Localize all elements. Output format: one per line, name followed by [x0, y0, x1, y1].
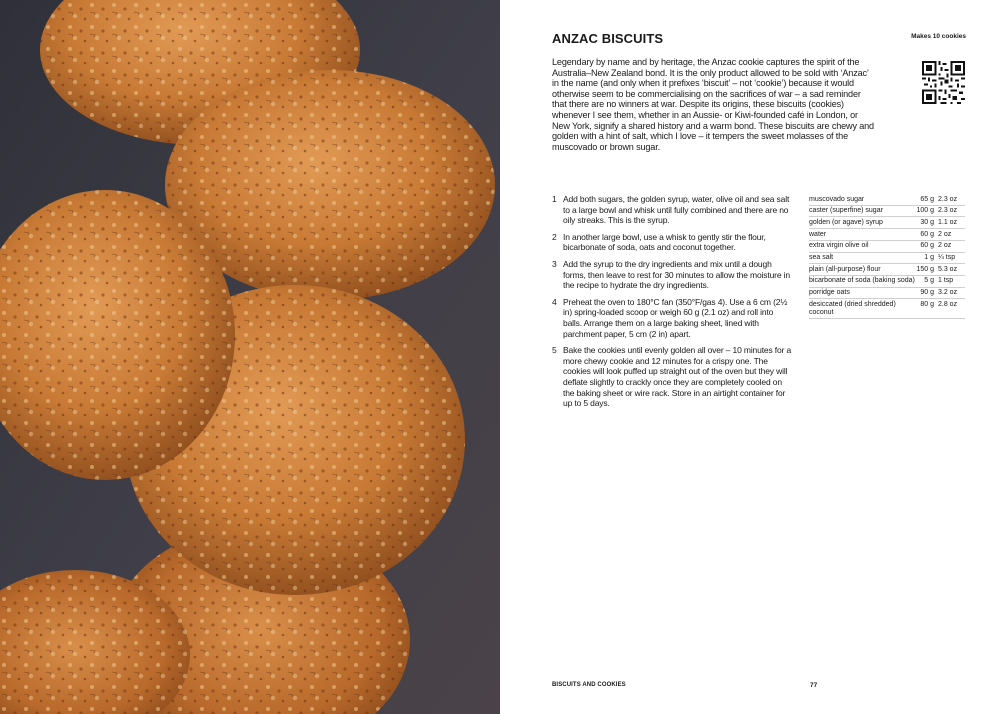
- ingredient-imperial: 3.2 oz: [938, 287, 965, 299]
- ingredient-metric: 60 g: [916, 240, 938, 252]
- ingredient-row: [809, 252, 965, 264]
- ingredient-imperial: 1.1 oz: [938, 217, 965, 229]
- ingredient-row: [809, 217, 965, 229]
- step-number: 2: [552, 231, 557, 242]
- qr-code-icon[interactable]: [922, 60, 965, 105]
- ingredient-row: [809, 287, 965, 299]
- ingredient-metric: 5 g: [916, 275, 938, 287]
- ingredient-metric: 65 g: [916, 194, 938, 205]
- ingredient-name: desiccated (dried shredded) coconut: [809, 299, 916, 319]
- section-footer: BISCUITS AND COOKIES: [552, 682, 626, 688]
- step-text: Add the syrup to the dry ingredients and mix until a dough forms, then leave to rest for 30 minutes to allow the moisture in the recipe to hydrate the dry ingredients.: [563, 258, 790, 291]
- ingredient-name: sea salt: [809, 252, 916, 264]
- ingredient-row: [809, 205, 965, 217]
- ingredient-name: bicarbonate of soda (baking soda): [809, 275, 916, 287]
- step-text: Add both sugars, the golden syrup, water, olive oil and sea salt to a large bowl and whisk until fully combined and there are no oily streaks. This is the syrup.: [563, 194, 790, 226]
- method-step: [552, 345, 794, 409]
- ingredient-name: porridge oats: [809, 287, 916, 299]
- ingredient-name: golden (or agave) syrup: [809, 217, 916, 229]
- method-step: [552, 259, 794, 291]
- ingredient-row: [809, 194, 965, 205]
- step-number: 3: [552, 258, 557, 269]
- ingredient-row: [809, 240, 965, 252]
- ingredient-metric: 90 g: [916, 287, 938, 299]
- ingredients-table: [809, 194, 965, 319]
- ingredient-name: caster (superfine) sugar: [809, 205, 916, 217]
- page-number: 77: [810, 682, 818, 689]
- recipe-intro: Legendary by name and by heritage, the Anzac cookie captures the spirit of the Australia–New Zealand bond. It is the only product allowed to be sold with ‘Anzac’ in the name (and only when it prefixes ‘biscuit’ – not ‘cookie’) because it would otherwise seem to be commercialising on the sacrifices of war – a sad reminder that there are no winners at war. Despite its origins, these biscuits (cookies) whenever I see them, whether in an Aussie- or Kiwi-founded café in London, or New York, signify a shared history and a warm bond. These biscuits are chewy and golden with a hint of salt, which I love – it tempers the sweet molasses of the muscovado or brown sugar.: [552, 57, 874, 152]
- step-number: 4: [552, 296, 557, 307]
- ingredient-imperial: ¼ tsp: [938, 252, 965, 264]
- ingredient-metric: 100 g: [916, 205, 938, 217]
- ingredient-name: water: [809, 229, 916, 241]
- ingredient-imperial: 5.3 oz: [938, 264, 965, 276]
- recipe-page: [500, 0, 1000, 714]
- ingredient-name: plain (all-purpose) flour: [809, 264, 916, 276]
- step-number: 1: [552, 194, 557, 204]
- ingredient-imperial: 1 tsp: [938, 275, 965, 287]
- recipe-title: ANZAC BISCUITS: [552, 31, 664, 46]
- ingredient-metric: 1 g: [916, 252, 938, 264]
- step-text: Preheat the oven to 180°C fan (350°F/gas 4). Use a 6 cm (2½ in) spring-loaded scoop or weigh 60 g (2.1 oz) and roll into balls. Arrange them on a large baking sheet, lined with parchment paper, 5 cm (2 in) apart.: [563, 296, 788, 339]
- ingredient-imperial: 2.3 oz: [938, 205, 965, 217]
- ingredient-metric: 30 g: [916, 217, 938, 229]
- method-steps: [552, 194, 794, 415]
- ingredient-row: [809, 264, 965, 276]
- step-text: In another large bowl, use a whisk to gently stir the flour, bicarbonate of soda, oats and coconut together.: [563, 231, 766, 253]
- ingredient-imperial: 2.8 oz: [938, 299, 965, 319]
- ingredient-imperial: 2.3 oz: [938, 194, 965, 205]
- ingredient-name: extra virgin olive oil: [809, 240, 916, 252]
- ingredient-metric: 150 g: [916, 264, 938, 276]
- ingredient-metric: 80 g: [916, 299, 938, 319]
- step-text: Bake the cookies until evenly golden all over – 10 minutes for a more chewy cookie and 12 minutes for a crispy one. The cookies will look puffed up straight out of the oven but they will deflate slightly to crackly once they are completely cooled on the baking sheet or wire rack. Store in an airtight container for up to 5 days.: [563, 345, 792, 409]
- ingredient-row: [809, 275, 965, 287]
- method-step: [552, 297, 794, 339]
- method-step: [552, 232, 794, 253]
- ingredient-imperial: 2 oz: [938, 229, 965, 241]
- method-step: [552, 194, 794, 226]
- ingredient-imperial: 2 oz: [938, 240, 965, 252]
- ingredient-row: [809, 229, 965, 241]
- ingredient-row: [809, 299, 965, 319]
- yield-label: Makes 10 cookies: [911, 33, 966, 40]
- ingredient-name: muscovado sugar: [809, 194, 916, 205]
- ingredient-metric: 60 g: [916, 229, 938, 241]
- step-number: 5: [552, 345, 557, 356]
